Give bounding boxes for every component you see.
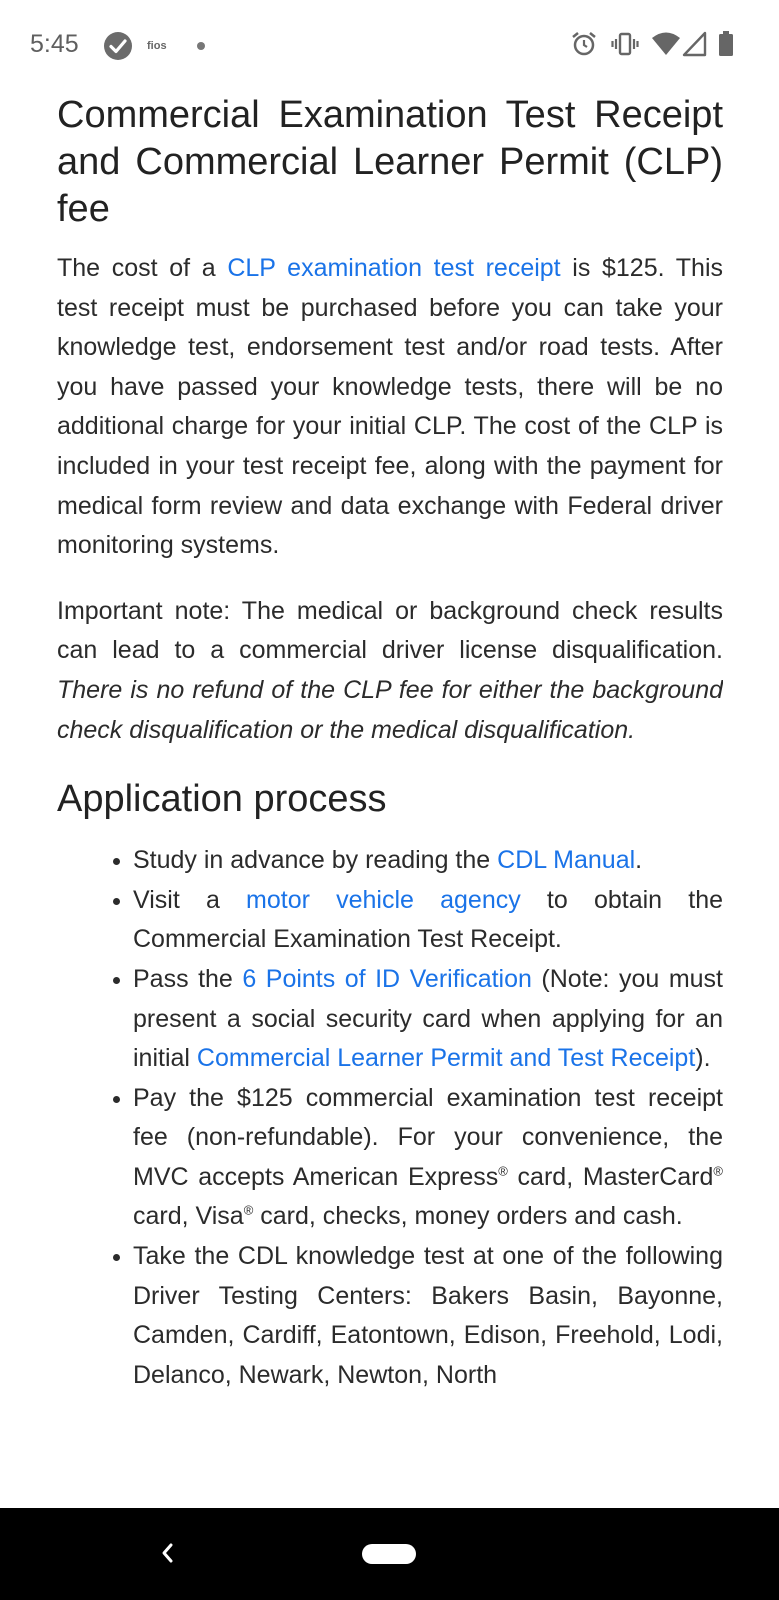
step4-part1: Pay the $125 commercial examination test receipt fee (non-refundable). For your convenience, the MVC accepts American Express — [133, 1083, 723, 1191]
status-time: 5:45 — [30, 30, 79, 58]
page-title: Commercial Examination Test Receipt and Commercial Learner Permit (CLP) fee — [57, 94, 723, 230]
six-points-id-link[interactable]: 6 Points of ID Verification — [242, 964, 532, 993]
step3-end: ). — [695, 1044, 711, 1073]
section-heading: Application process — [57, 778, 387, 821]
check-circle-icon — [104, 32, 132, 60]
registered-mark: ® — [243, 1203, 254, 1219]
step1-text: Study in advance by reading the — [133, 846, 498, 875]
step2-text: Visit a — [133, 885, 247, 914]
note-paragraph — [57, 592, 723, 750]
alarm-icon — [570, 30, 598, 58]
back-icon[interactable] — [158, 1538, 178, 1568]
note-text: Important note: The medical or background check results can lead to a commercial driver license disqualification. — [57, 596, 723, 665]
list-item — [133, 1079, 723, 1237]
clp-receipt-link[interactable]: CLP examination test receipt — [227, 254, 561, 282]
step4-part2: card, MasterCard — [507, 1162, 714, 1191]
cost-text-before: The cost of a — [57, 254, 228, 282]
step4-part4: card, checks, money orders and cash. — [253, 1202, 683, 1231]
article-content — [57, 92, 723, 1507]
vibrate-icon — [611, 30, 639, 58]
step4-part3: card, Visa — [133, 1202, 244, 1231]
notification-dot-icon — [197, 42, 205, 50]
step3-text: Pass the — [133, 964, 243, 993]
motor-vehicle-agency-link[interactable]: motor vehicle agency — [246, 885, 521, 914]
list-item — [133, 881, 723, 960]
cost-paragraph — [57, 249, 723, 566]
step3-middle: (Note: you must present a social security card when applying for an initial — [133, 964, 723, 1073]
cdl-manual-link[interactable]: CDL Manual — [497, 846, 636, 875]
registered-mark: ® — [498, 1163, 508, 1179]
note-italic-text: There is no refund of the CLP fee for either the background check disqualification or the medical disqualification. — [57, 675, 723, 744]
list-item — [133, 841, 723, 881]
fios-logo: fios — [147, 40, 167, 52]
cost-text-after: is $125. This test receipt must be purchased before you can take your knowledge test, endorsement test and/or road tests. After you have passed your knowledge tests, there will be no additional charge for your initial CLP. The cost of the CLP is included in your test receipt fee, along with the payment for medical form review and data exchange with Federal driver monitoring systems. — [57, 254, 723, 560]
step5-text: Take the CDL knowledge test at one of the following Driver Testing Centers: Bakers Basin, Bayonne, Camden, Cardiff, Eatontown, Edison, Freehold, Lodi, Delanco, Newark, Newton, North — [133, 1242, 723, 1389]
steps-list — [57, 841, 723, 1395]
clp-and-test-receipt-link[interactable]: Commercial Learner Permit and Test Receipt — [196, 1044, 696, 1073]
battery-icon — [716, 30, 736, 58]
list-item — [133, 960, 723, 1079]
step2-end: to obtain the Commercial Examination Test Receipt. — [133, 885, 723, 954]
signal-icon — [682, 30, 708, 58]
registered-mark: ® — [713, 1163, 723, 1179]
home-pill-icon[interactable] — [362, 1544, 416, 1564]
list-item — [133, 1237, 723, 1395]
step1-end: . — [635, 846, 643, 875]
wifi-icon — [651, 30, 681, 58]
status-bar — [0, 0, 779, 92]
navigation-bar — [0, 1508, 779, 1600]
